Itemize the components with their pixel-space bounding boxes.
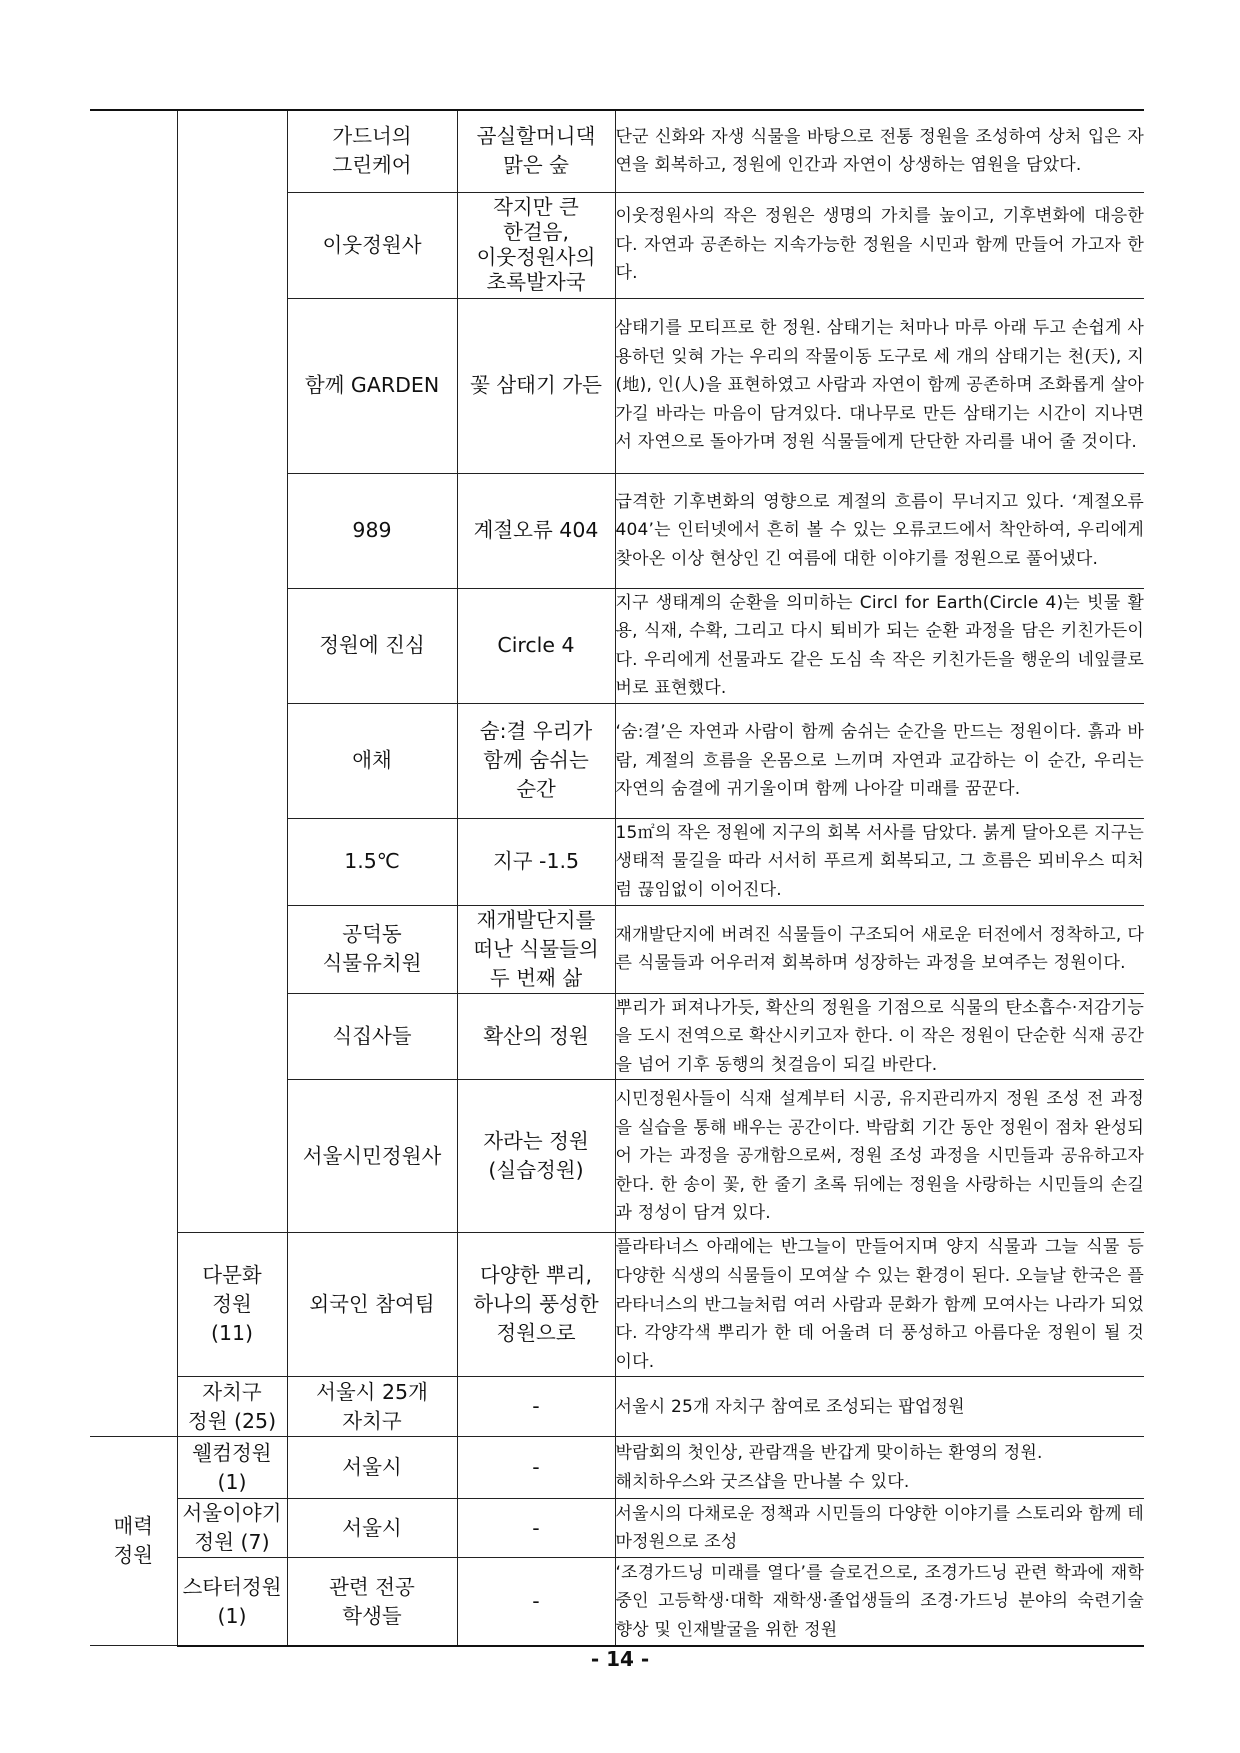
group-cell xyxy=(90,110,177,1437)
page-number: - 14 - xyxy=(590,1647,650,1671)
group-cell: 매력 정원 xyxy=(90,1437,177,1646)
garden-name-cell: 확산의 정원 xyxy=(457,993,615,1080)
description-cell: 박람회의 첫인상, 관람객을 반갑게 맞이하는 환영의 정원. 해치하우스와 굿즈샵을 만나볼 수 있다. xyxy=(615,1437,1144,1499)
garden-name-cell: 지구 -1.5 xyxy=(457,818,615,905)
garden-name-cell: 곰실할머니댁 맑은 숲 xyxy=(457,110,615,192)
category-cell: 스타터정원 (1) xyxy=(177,1558,287,1646)
participant-cell: 989 xyxy=(287,473,457,588)
garden-name-cell: 꽃 삼태기 가든 xyxy=(457,298,615,473)
participant-cell: 식집사들 xyxy=(287,993,457,1080)
garden-table xyxy=(90,109,1144,1647)
description-cell: 재개발단지에 버려진 식물들이 구조되어 새로운 터전에서 정착하고, 다른 식물들과 어우러져 회복하며 성장하는 과정을 보여주는 정원이다. xyxy=(615,905,1144,993)
participant-cell: 서울시 xyxy=(287,1499,457,1558)
participant-cell: 서울시 25개 자치구 xyxy=(287,1377,457,1437)
participant-cell: 1.5℃ xyxy=(287,818,457,905)
participant-cell: 서울시 xyxy=(287,1437,457,1499)
description-cell: 플라타너스 아래에는 반그늘이 만들어지며 양지 식물과 그늘 식물 등 다양한 식생의 식물들이 모여살 수 있는 환경이 된다. 오늘날 한국은 플라타너스의 반그늘처럼 여러 사람과 문화가 함께 모여사는 나라가 되었다. 각양각색 뿌리가 한 데 어울려 더 풍성하고 아름다운 정원이 될 것이다. xyxy=(615,1233,1144,1377)
description-cell: 이웃정원사의 작은 정원은 생명의 가치를 높이고, 기후변화에 대응한다. 자연과 공존하는 지속가능한 정원을 시민과 함께 만들어 가고자 한다. xyxy=(615,192,1144,298)
participant-cell: 관련 전공 학생들 xyxy=(287,1558,457,1646)
participant-cell: 정원에 진심 xyxy=(287,588,457,703)
table-row xyxy=(90,110,1144,192)
table-row xyxy=(90,1377,1144,1437)
garden-name-cell: 다양한 뿌리, 하나의 풍성한 정원으로 xyxy=(457,1233,615,1377)
garden-name-cell: 숨:결 우리가 함께 숨쉬는 순간 xyxy=(457,703,615,818)
garden-name-cell: 재개발단지를 떠난 식물들의 두 번째 삶 xyxy=(457,905,615,993)
garden-name-cell: - xyxy=(457,1437,615,1499)
description-cell: 서울시 25개 자치구 참여로 조성되는 팝업정원 xyxy=(615,1377,1144,1437)
participant-cell: 이웃정원사 xyxy=(287,192,457,298)
description-cell: 단군 신화와 자생 식물을 바탕으로 전통 정원을 조성하여 상처 입은 자연을 회복하고, 정원에 인간과 자연이 상생하는 염원을 담았다. xyxy=(615,110,1144,192)
garden-name-cell: - xyxy=(457,1377,615,1437)
description-cell: 급격한 기후변화의 영향으로 계절의 흐름이 무너지고 있다. ‘계절오류 404’는 인터넷에서 흔히 볼 수 있는 오류코드에서 착안하여, 우리에게 찾아온 이상 현상인 긴 여름에 대한 이야기를 정원으로 풀어냈다. xyxy=(615,473,1144,588)
garden-name-cell: - xyxy=(457,1499,615,1558)
garden-name-cell: 작지만 큰 한걸음, 이웃정원사의 초록발자국 xyxy=(457,192,615,298)
garden-name-cell: 자라는 정원 (실습정원) xyxy=(457,1080,615,1233)
description-cell: 서울시의 다채로운 정책과 시민들의 다양한 이야기를 스토리와 함께 테마정원으로 조성 xyxy=(615,1499,1144,1558)
table-row xyxy=(90,1233,1144,1377)
garden-name-cell: 계절오류 404 xyxy=(457,473,615,588)
table-row xyxy=(90,1499,1144,1558)
description-cell: ‘숨:결’은 자연과 사람이 함께 숨쉬는 순간을 만드는 정원이다. 흙과 바람, 계절의 흐름을 온몸으로 느끼며 자연과 교감하는 이 순간, 우리는 자연의 숨결에 귀기울이며 함께 나아갈 미래를 꿈꾼다. xyxy=(615,703,1144,818)
category-cell: 서울이야기 정원 (7) xyxy=(177,1499,287,1558)
participant-cell: 서울시민정원사 xyxy=(287,1080,457,1233)
garden-name-cell: Circle 4 xyxy=(457,588,615,703)
category-cell: 웰컴정원 (1) xyxy=(177,1437,287,1499)
participant-cell: 애채 xyxy=(287,703,457,818)
category-cell: 자치구 정원 (25) xyxy=(177,1377,287,1437)
description-cell: 삼태기를 모티프로 한 정원. 삼태기는 처마나 마루 아래 두고 손쉽게 사용하던 잊혀 가는 우리의 작물이동 도구로 세 개의 삼태기는 천(天), 지(地), 인(人)을 표현하였고 사람과 자연이 함께 공존하며 조화롭게 살아가길 바라는 마음이 담겨있다. 대나무로 만든 삼태기는 시간이 지나면서 자연으로 돌아가며 정원 식물들에게 단단한 자리를 내어 줄 것이다. xyxy=(615,298,1144,473)
participant-cell: 가드너의 그린케어 xyxy=(287,110,457,192)
participant-cell: 함께 GARDEN xyxy=(287,298,457,473)
garden-name-cell: - xyxy=(457,1558,615,1646)
category-cell: 다문화 정원 (11) xyxy=(177,1233,287,1377)
table-row xyxy=(90,1437,1144,1499)
participant-cell: 공덕동 식물유치원 xyxy=(287,905,457,993)
table-row xyxy=(90,1558,1144,1646)
description-cell: ‘조경가드닝 미래를 열다’를 슬로건으로, 조경가드닝 관련 학과에 재학 중인 고등학생·대학 재학생·졸업생들의 조경·가드닝 분야의 숙련기술 향상 및 인재발굴을 위한 정원 xyxy=(615,1558,1144,1646)
description-cell: 뿌리가 퍼져나가듯, 확산의 정원을 기점으로 식물의 탄소흡수·저감기능을 도시 전역으로 확산시키고자 한다. 이 작은 정원이 단순한 식재 공간을 넘어 기후 동행의 첫걸음이 되길 바란다. xyxy=(615,993,1144,1080)
description-cell: 지구 생태계의 순환을 의미하는 Circl for Earth(Circle 4)는 빗물 활용, 식재, 수확, 그리고 다시 퇴비가 되는 순환 과정을 담은 키친가든이다. 우리에게 선물과도 같은 도심 속 작은 키친가든을 행운의 네잎클로버로 표현했다. xyxy=(615,588,1144,703)
description-cell: 시민정원사들이 식재 설계부터 시공, 유지관리까지 정원 조성 전 과정을 실습을 통해 배우는 공간이다. 박람회 기간 동안 정원이 점차 완성되어 가는 과정을 공개함으로써, 정원 조성 과정을 시민들과 공유하고자 한다. 한 송이 꽃, 한 줄기 초록 뒤에는 정원을 사랑하는 시민들의 손길과 정성이 담겨 있다. xyxy=(615,1080,1144,1233)
participant-cell: 외국인 참여팀 xyxy=(287,1233,457,1377)
category-cell xyxy=(177,110,287,1233)
description-cell: 15㎡의 작은 정원에 지구의 회복 서사를 담았다. 붉게 달아오른 지구는 생태적 물길을 따라 서서히 푸르게 회복되고, 그 흐름은 뫼비우스 띠처럼 끊임없이 이어진다. xyxy=(615,818,1144,905)
